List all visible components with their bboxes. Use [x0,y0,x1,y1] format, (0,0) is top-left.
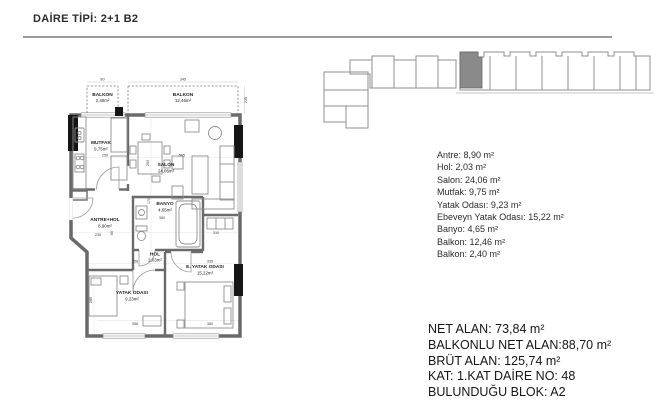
armchair [209,127,222,140]
room-area-line: Hol: 2,03 m² [437,162,487,173]
nightstand [177,320,184,328]
svg-text:358: 358 [131,322,139,326]
svg-text:358: 358 [131,259,139,264]
key-plan-buildings [324,52,654,128]
svg-text:8,90m²: 8,90m² [98,223,112,229]
svg-text:259: 259 [101,153,109,158]
room-area-line: Ebeveyn Yatak Odası: 15,22 m² [437,212,564,223]
desk [143,316,161,326]
svg-text:12,46m²: 12,46m² [174,98,192,103]
page-title: DAİRE TİPİ: 2+1 B2 [33,13,139,25]
svg-text:360: 360 [206,322,214,326]
svg-text:235: 235 [244,96,248,104]
room-area-line: Yatak Odası: 9,23 m² [437,199,522,210]
pillow [224,286,231,302]
room-label: BALKON [172,93,194,98]
room-area-line: Banyo: 4,65 m² [437,224,499,235]
svg-text:9,23m²: 9,23m² [125,296,139,302]
column [234,125,243,158]
header-rule [23,36,612,38]
room-area-line: Balkon: 2,40 m² [437,249,501,260]
sofa [220,146,234,200]
room-label: BANYO [156,202,174,207]
room-label: SALON [157,163,175,168]
room-label: ANTRE+HOL [90,218,120,223]
coffee-table [192,156,208,194]
svg-text:310: 310 [212,231,220,235]
summary-block [428,322,611,401]
tv-unit [192,199,234,209]
svg-text:24,06m²: 24,06m² [157,168,175,174]
floor-plan [25,70,275,340]
room-area-line: Balkon: 12,46 m² [437,236,506,247]
summary-line: KAT: 1.KAT DAİRE NO: 48 [428,369,576,384]
nightstand [120,276,128,284]
wc [138,231,146,240]
room-areas-list [437,149,564,261]
svg-text:170: 170 [147,197,151,205]
svg-text:250: 250 [146,159,150,167]
room-label: YATAK ODASI [116,291,148,296]
kitchen-door [97,167,120,190]
column [234,264,243,296]
room-label: MUTFAK [91,141,111,146]
svg-text:235: 235 [94,233,102,237]
svg-text:9,75m²: 9,75m² [94,146,108,152]
balcony-outlines [87,86,238,114]
svg-text:4,65m²: 4,65m² [158,207,172,213]
summary-line: NET ALAN: 73,84 m² [428,322,545,336]
svg-text:80: 80 [100,77,105,82]
svg-text:2,03m²: 2,03m² [148,257,162,263]
svg-text:335: 335 [206,259,214,264]
site-key-plan [320,44,660,132]
wc-tank [136,226,147,231]
svg-text:345: 345 [179,77,187,82]
room-label: BALKON [92,93,113,98]
highlighted-unit [460,52,482,88]
wardrobe [207,218,233,229]
room-area-line: Antre: 8,90 m² [437,150,495,160]
svg-text:2,40m²: 2,40m² [95,98,110,103]
pillow [91,278,101,285]
summary-line: BALKONLU NET ALAN:88,70 m² [428,337,612,352]
svg-text:260: 260 [89,296,93,304]
console [185,120,199,132]
svg-text:565: 565 [178,153,186,158]
block-outline [460,52,650,90]
shaft [71,191,87,200]
entrance-door [73,198,93,218]
balcony-divider-column [115,107,123,116]
bedroom-door [133,270,155,292]
room-label: E. YATAK ODASI [186,265,224,270]
room-label: HOL [149,252,161,258]
svg-text:85: 85 [110,230,114,236]
summary-line: BRÜT ALAN: 125,74 m² [428,353,561,368]
room-area-line: Salon: 24,06 m² [437,174,501,185]
pillow [224,308,231,324]
entrance-opening [69,198,73,220]
nightstand [177,282,184,290]
summary-line: BULUNDUĞU BLOK: A2 [428,385,566,400]
bed [89,276,117,316]
svg-text:15,22m²: 15,22m² [196,270,214,276]
room-area-line: Mutfak: 9,75 m² [437,187,500,198]
svg-text:360: 360 [158,216,166,220]
kitchen-cabinet [111,118,127,152]
washbasin [136,206,147,219]
